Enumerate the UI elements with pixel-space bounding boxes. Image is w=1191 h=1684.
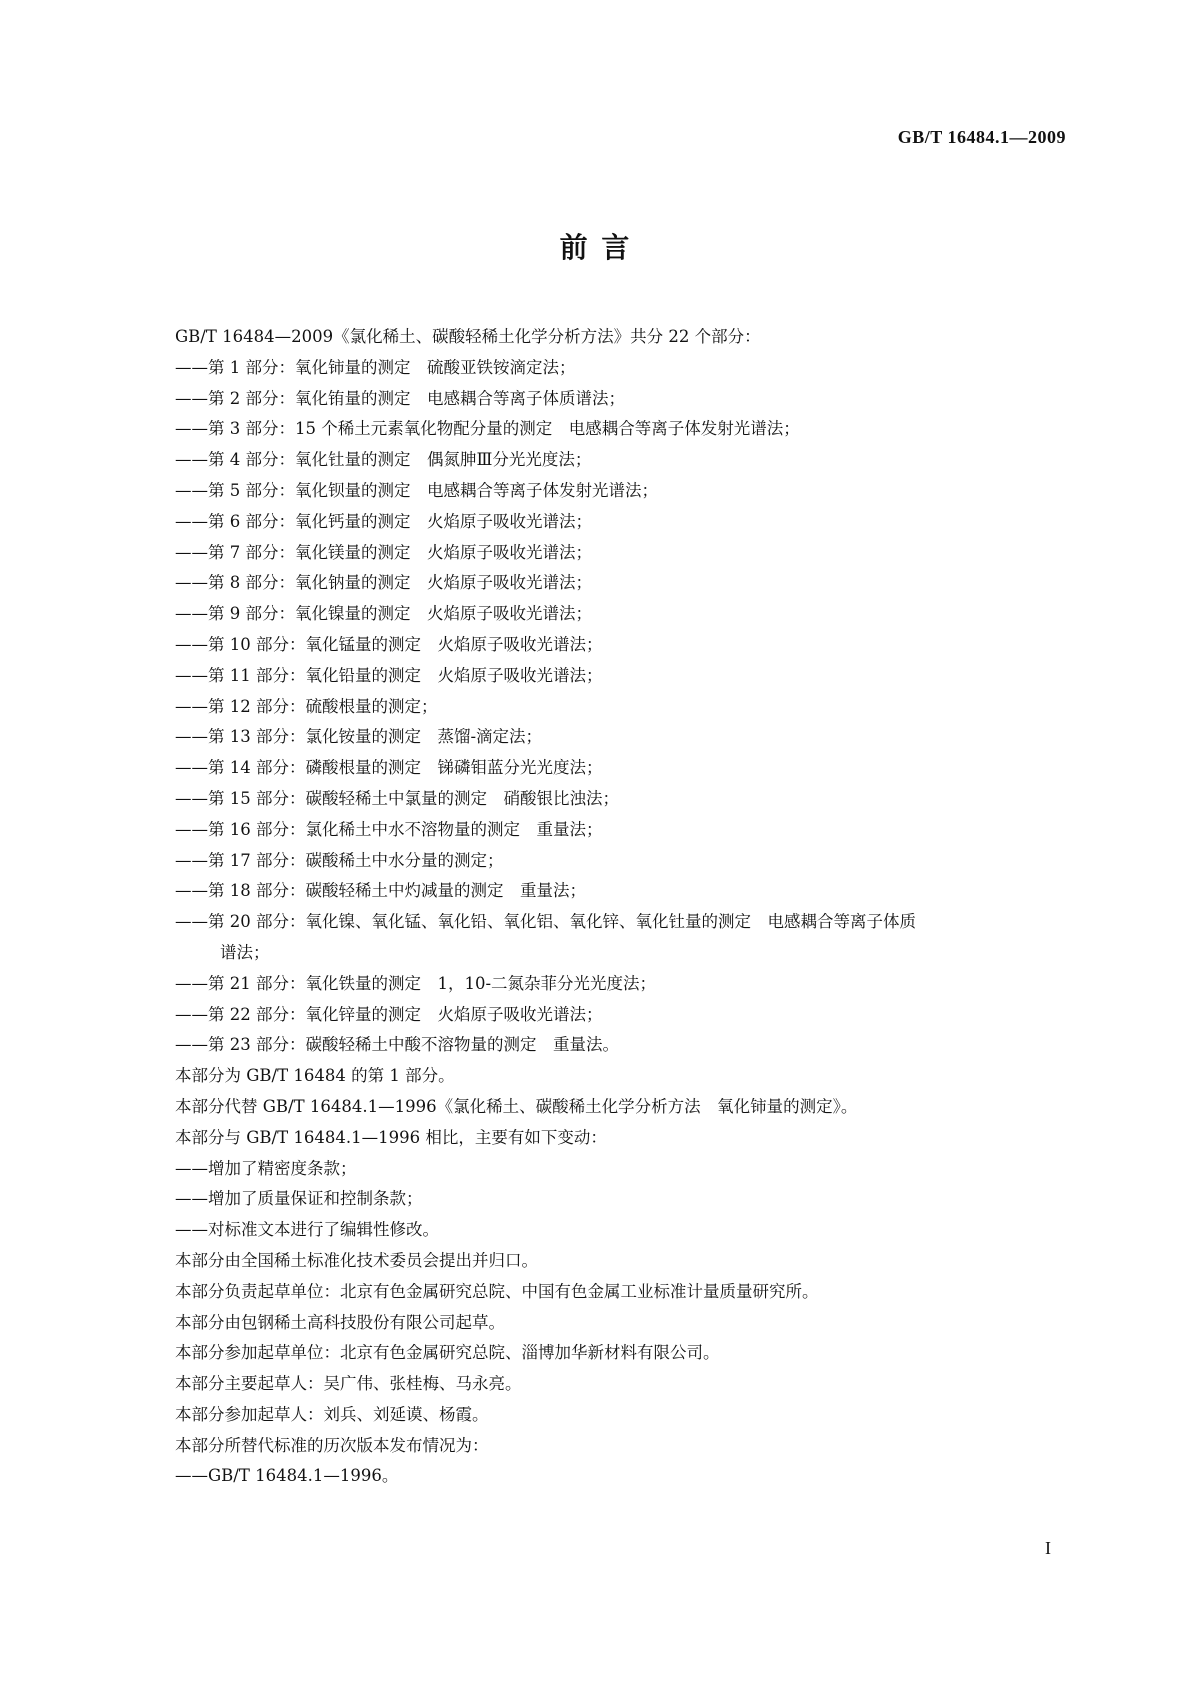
list-item: ——第 4 部分：氧化钍量的测定 偶氮胂Ⅲ分光光度法； (175, 450, 592, 470)
list-item: ——第 3 部分：15 个稀土元素氧化物配分量的测定 电感耦合等离子体发射光谱法； (175, 419, 800, 439)
list-item: ——第 20 部分：氧化镍、氧化锰、氧化铅、氧化铝、氧化锌、氧化钍量的测定 电感耦合等离子体质 (175, 912, 916, 932)
list-item: ——第 8 部分：氧化钠量的测定 火焰原子吸收光谱法； (175, 573, 592, 593)
list-item: ——第 5 部分：氧化钡量的测定 电感耦合等离子体发射光谱法； (175, 480, 658, 500)
list-item: ——第 7 部分：氧化镁量的测定 火焰原子吸收光谱法； (175, 542, 592, 562)
list-item: ——增加了质量保证和控制条款； (175, 1189, 423, 1209)
list-item: ——第 18 部分：碳酸轻稀土中灼减量的测定 重量法； (175, 881, 586, 901)
list-item: ——增加了精密度条款； (175, 1158, 357, 1178)
list-item: ——第 1 部分：氧化铈量的测定 硫酸亚铁铵滴定法； (175, 357, 576, 377)
list-item: ——第 11 部分：氧化铅量的测定 火焰原子吸收光谱法； (175, 665, 603, 685)
text-line: 本部分为 GB/T 16484 的第 1 部分。 (175, 1066, 455, 1086)
list-item: ——第 10 部分：氧化锰量的测定 火焰原子吸收光谱法； (175, 634, 603, 654)
text-line: 本部分由全国稀土标准化技术委员会提出并归口。 (175, 1250, 538, 1270)
text-line: 本部分由包钢稀土高科技股份有限公司起草。 (175, 1312, 505, 1332)
list-item: ——第 16 部分：氯化稀土中水不溶物量的测定 重量法； (175, 819, 603, 839)
text-line: 本部分参加起草人：刘兵、刘延谟、杨霞。 (175, 1404, 489, 1424)
list-item: ——第 15 部分：碳酸轻稀土中氯量的测定 硝酸银比浊法； (175, 788, 619, 808)
text-line: GB/T 16484—2009《氯化稀土、碳酸轻稀土化学分析方法》共分 22 个部分： (175, 327, 761, 346)
list-item: ——第 9 部分：氧化镍量的测定 火焰原子吸收光谱法； (175, 604, 592, 624)
list-item: ——第 6 部分：氧化钙量的测定 火焰原子吸收光谱法； (175, 511, 592, 531)
page-title: 前 言 (559, 231, 632, 264)
list-item: ——第 23 部分：碳酸轻稀土中酸不溶物量的测定 重量法。 (175, 1035, 619, 1055)
list-item: ——第 21 部分：氧化铁量的测定 1，10-二氮杂菲分光光度法； (175, 973, 657, 993)
list-item: ——第 22 部分：氧化锌量的测定 火焰原子吸收光谱法； (175, 1004, 603, 1024)
text-line: 本部分代替 GB/T 16484.1—1996《氯化稀土、碳酸稀土化学分析方法 氧化铈量的测定》。 (175, 1096, 858, 1116)
list-item-continuation: 谱法； (220, 942, 270, 962)
list-item: ——第 13 部分：氯化铵量的测定 蒸馏-滴定法； (175, 727, 543, 747)
text-line: 本部分所替代标准的历次版本发布情况为： (175, 1435, 489, 1455)
list-item: ——第 17 部分：碳酸稀土中水分量的测定； (175, 850, 504, 870)
page-number: I (1045, 1538, 1051, 1558)
text-line: 本部分参加起草单位：北京有色金属研究总院、淄博加华新材料有限公司。 (175, 1343, 720, 1363)
list-item: ——GB/T 16484.1—1996。 (175, 1466, 399, 1486)
list-item: ——对标准文本进行了编辑性修改。 (175, 1220, 439, 1240)
list-item: ——第 14 部分：磷酸根量的测定 锑磷钼蓝分光光度法； (175, 758, 603, 778)
text-line: 本部分主要起草人：吴广伟、张桂梅、马永亮。 (175, 1374, 522, 1394)
text-line: 本部分与 GB/T 16484.1—1996 相比，主要有如下变动： (175, 1127, 607, 1147)
text-line: 本部分负责起草单位：北京有色金属研究总院、中国有色金属工业标准计量质量研究所。 (175, 1281, 819, 1301)
standard-code: GB/T 16484.1—2009 (897, 127, 1066, 147)
list-item: ——第 12 部分：硫酸根量的测定； (175, 696, 438, 716)
list-item: ——第 2 部分：氧化铕量的测定 电感耦合等离子体质谱法； (175, 388, 625, 408)
foreword-body (175, 322, 1055, 1492)
